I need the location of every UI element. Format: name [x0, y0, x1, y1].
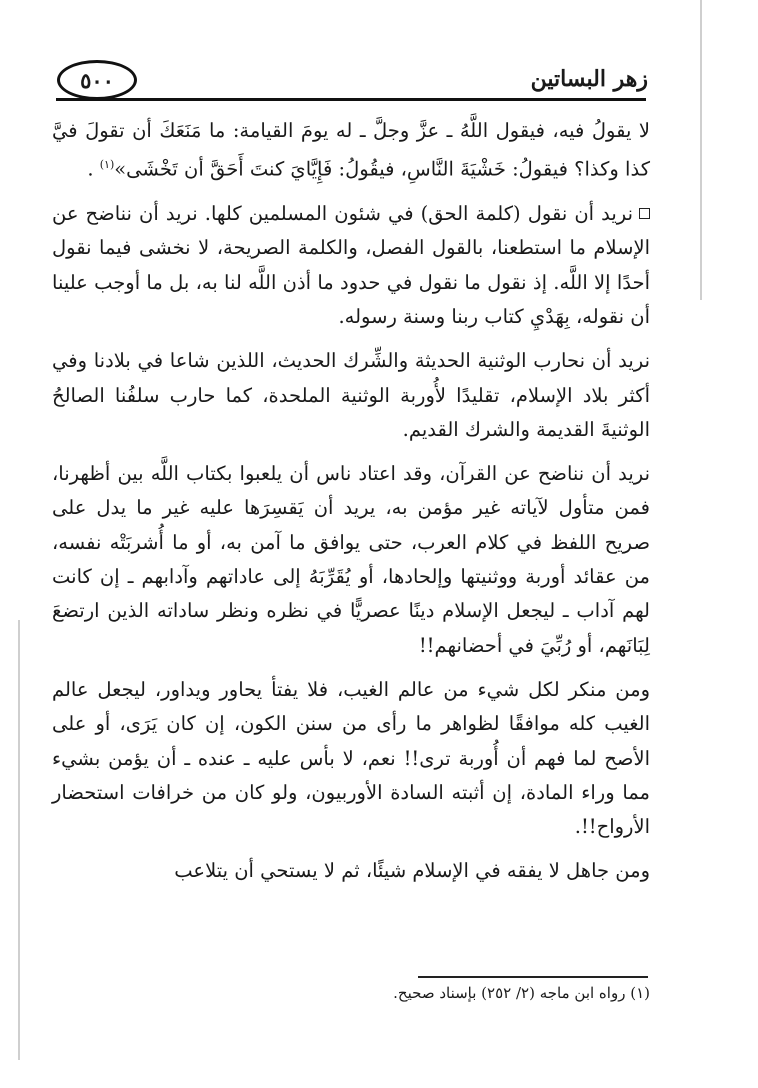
- footnote-text: رواه ابن ماجه (٢/ ٢٥٢) بإسناد صحيح.: [393, 984, 631, 1002]
- footnote: [393, 984, 650, 1002]
- footnote-reference: (١): [99, 158, 115, 172]
- paragraph-text: نريد أن نقول (كلمة الحق) في شئون المسلمين كلها. نريد أن نناضح عن الإسلام ما استطعنا، بالقول الفصل، والكلمة الصريحة، لا نخشى فيما نقول أحدًا إلا اللَّه. إذ نقول ما نقول في حدود ما أذن اللَّه لنا به، بل ما أوجب علينا أن نقوله، بِهَدْيِ كتاب ربنا وسنة رسوله.: [52, 202, 650, 328]
- square-bullet-icon: [639, 208, 650, 219]
- paragraph: [52, 114, 650, 187]
- paragraph-tail: .: [87, 157, 100, 181]
- paragraph: [52, 457, 650, 663]
- running-title: زهر البساتين: [530, 66, 648, 92]
- paragraph-text: ومن جاهل لا يفقه في الإسلام شيئًا، ثم لا يستحي أن يتلاعب: [174, 859, 650, 883]
- paragraph-text: نريد أن نناضح عن القرآن، وقد اعتاد ناس أن يلعبوا بكتاب اللَّه بين أظهرنا، فمن متأول لآياته غير مؤمن به، يريد أن يَقسِرَها عليه غير ما يدل على صريح اللفظ في كلام العرب، حتى يوافق ما آمن به، أو ما أُشربَتْه نفسه، من عقائد أوربة ووثنيتها وإلحادها، أو يُقَرِّبَهُ إلى عاداتهم وآدابهم ـ إن كانت لهم آداب ـ ليجعل الإسلام دينًا عصريًّا في نظره ونظر ساداته الذين ارتضعَ لِبَانَهم، أو رُبِّيَ في أحضانهم!!: [52, 462, 650, 657]
- paragraph: [52, 197, 650, 334]
- paragraph: [52, 673, 650, 844]
- paragraph-text: لا يقولُ فيه، فيقول اللَّهُ ـ عزَّ وجلَّ ـ له يومَ القيامة: ما مَنَعَكَ أن تقولَ فيَّ كذا وكذا؟ فيقولُ: خَشْيَةَ النَّاسِ، فيقُولُ: فَإِيَّايَ كنتَ أَحَقَّ أن تَخْشَى»: [52, 119, 650, 181]
- footnote-marker: (١): [630, 984, 650, 1002]
- paragraph: [52, 344, 650, 447]
- body-text: [52, 114, 650, 899]
- footnote-rule: [418, 976, 648, 978]
- page-number-oval: [57, 60, 137, 100]
- paragraph-text: ومن منكر لكل شيء من عالم الغيب، فلا يفتأ يحاور ويداور، ليجعل عالم الغيب كله موافقًا لظواهر ما رأى من سنن الكون، إن كان يَرَى، أو على الأصح لما فهم أن أُوربة ترى!! نعم، لا بأس عليه ـ عنده ـ أن يؤمن بشيء مما وراء المادة، إن أثبته السادة الأوربيون، ولو كان من خرافات استحضار الأرواح!!.: [52, 677, 650, 839]
- scan-margin-mark: [18, 620, 20, 1060]
- header-rule: [56, 98, 646, 101]
- page-header: [56, 54, 646, 102]
- paragraph: [52, 854, 650, 888]
- page-number: ٥٠٠: [80, 67, 114, 93]
- scan-margin-mark: [700, 0, 702, 300]
- paragraph-text: نريد أن نحارب الوثنية الحديثة والشِّرك الحديث، اللذين شاعا في بلادنا وفي أكثر بلاد الإسلام، تقليدًا لأُوربة الوثنية الملحدة، كما حارب سلفُنا الصالحُ الوثنيةَ القديمة والشرك القديم.: [52, 349, 650, 441]
